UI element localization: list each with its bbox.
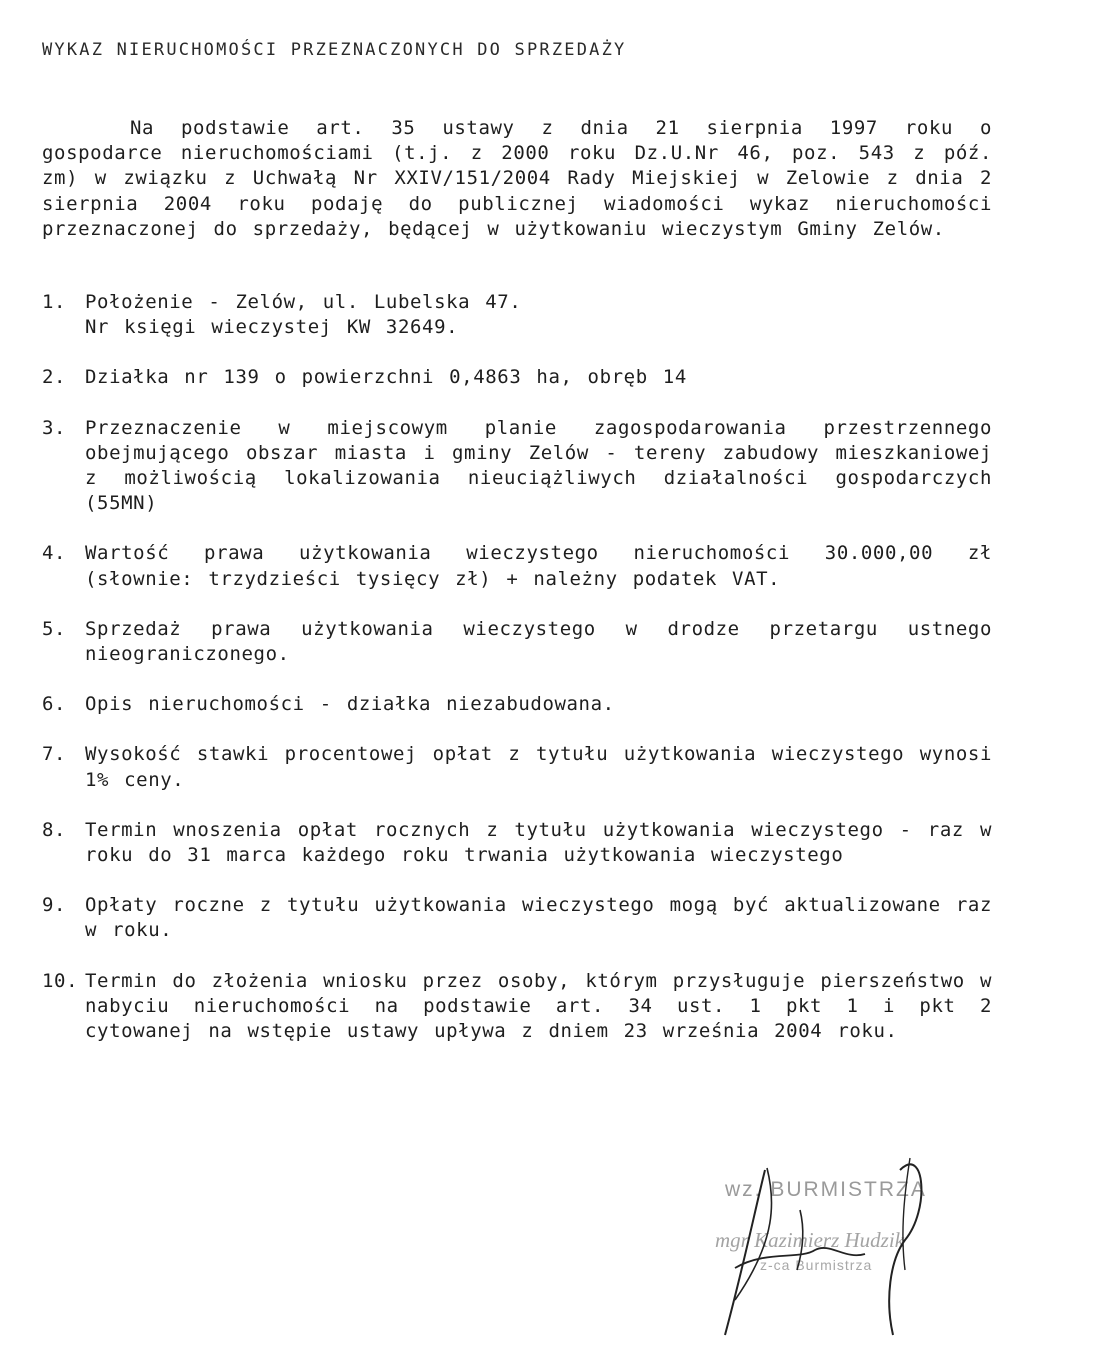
intro-paragraph: Na podstawie art. 35 ustawy z dnia 21 sierpnia 1997 roku o gospodarce nieruchomościami (t.j. z 2000 roku Dz.U.Nr 46, poz. 543 z póź. zm) w związku z Uchwałą Nr XXIV/151/2004 Rady Miejskiej w Zelowie z dnia 2 sierpnia 2004 roku podaję do publicznej wiadomości wykaz nieruchomości przeznaczonej do sprzedaży, będącej w użytkowaniu wieczystym Gminy Zelów.: [42, 117, 992, 240]
list-item: [42, 617, 992, 667]
list-item: [42, 893, 992, 943]
handwritten-signature: [705, 1150, 985, 1340]
list-item: [42, 541, 992, 591]
list-item: [42, 818, 992, 868]
list-item: [42, 969, 992, 1045]
item-number: 10.: [42, 969, 79, 992]
signature-stamp: [705, 1150, 985, 1340]
list-item: [42, 742, 992, 792]
item-number: 5.: [42, 617, 67, 640]
document-title: WYKAZ NIERUCHOMOŚCI PRZEZNACZONYCH DO SPRZEDAŻY: [42, 40, 627, 60]
item-number: 8.: [42, 818, 67, 841]
item-number: 2.: [42, 366, 67, 389]
item-text: Termin wnoszenia opłat rocznych z tytułu użytkowania wieczystego - raz w roku do 31 marca każdego roku trwania użytkowania wieczystego: [85, 818, 992, 867]
list-item: [42, 290, 992, 340]
stamp-title: wz. BURMISTRZA: [725, 1178, 927, 1201]
item-text: Przeznaczenie w miejscowym planie zagospodarowania przestrzennego obejmującego obszar miasta i gminy Zelów - tereny zabudowy mieszkaniowej z możliwością lokalizowania nieuciążliwych działalności gospodarczych (55MN): [85, 416, 992, 515]
item-number: 1.: [42, 291, 67, 313]
item-text: Wartość prawa użytkowania wieczystego nieruchomości 30.000,00 zł (słownie: trzydzieści tysięcy zł) + należny podatek VAT.: [85, 542, 992, 590]
item-text: Działka nr 139 o powierzchni 0,4863 ha, obręb 14: [85, 366, 687, 389]
item-number: 7.: [42, 743, 67, 766]
list-item: [42, 365, 992, 390]
item-number: 3.: [42, 416, 67, 439]
item-text: Położenie - Zelów, ul. Lubelska 47.: [85, 291, 522, 313]
list-item: [42, 692, 992, 717]
item-text: Opłaty roczne z tytułu użytkowania wieczystego mogą być aktualizowane raz w roku.: [85, 894, 992, 942]
item-text: Sprzedaż prawa użytkowania wieczystego w drodze przetargu ustnego nieograniczonego.: [85, 617, 992, 666]
item-text-secondary: Nr księgi wieczystej KW 32649.: [85, 316, 459, 339]
stamp-role: z-ca Burmistrza: [760, 1257, 873, 1273]
stamp-name: mgr Kazimierz Hudzik: [715, 1228, 905, 1252]
item-number: 9.: [42, 894, 67, 917]
item-text: Termin do złożenia wniosku przez osoby, którym przysługuje pierszeństwo w nabyciu nieruchomości na podstawie art. 34 ust. 1 pkt 1 i pkt 2 cytowanej na wstępie ustawy upływa z dniem 23 września 2004 roku.: [85, 969, 992, 1043]
items-list: [42, 290, 992, 1069]
list-item: [42, 416, 992, 517]
item-text: Opis nieruchomości - działka niezabudowana.: [85, 693, 615, 716]
item-text: Wysokość stawki procentowej opłat z tytułu użytkowania wieczystego wynosi 1% ceny.: [85, 743, 992, 791]
item-number: 6.: [42, 693, 67, 716]
item-number: 4.: [42, 542, 67, 565]
